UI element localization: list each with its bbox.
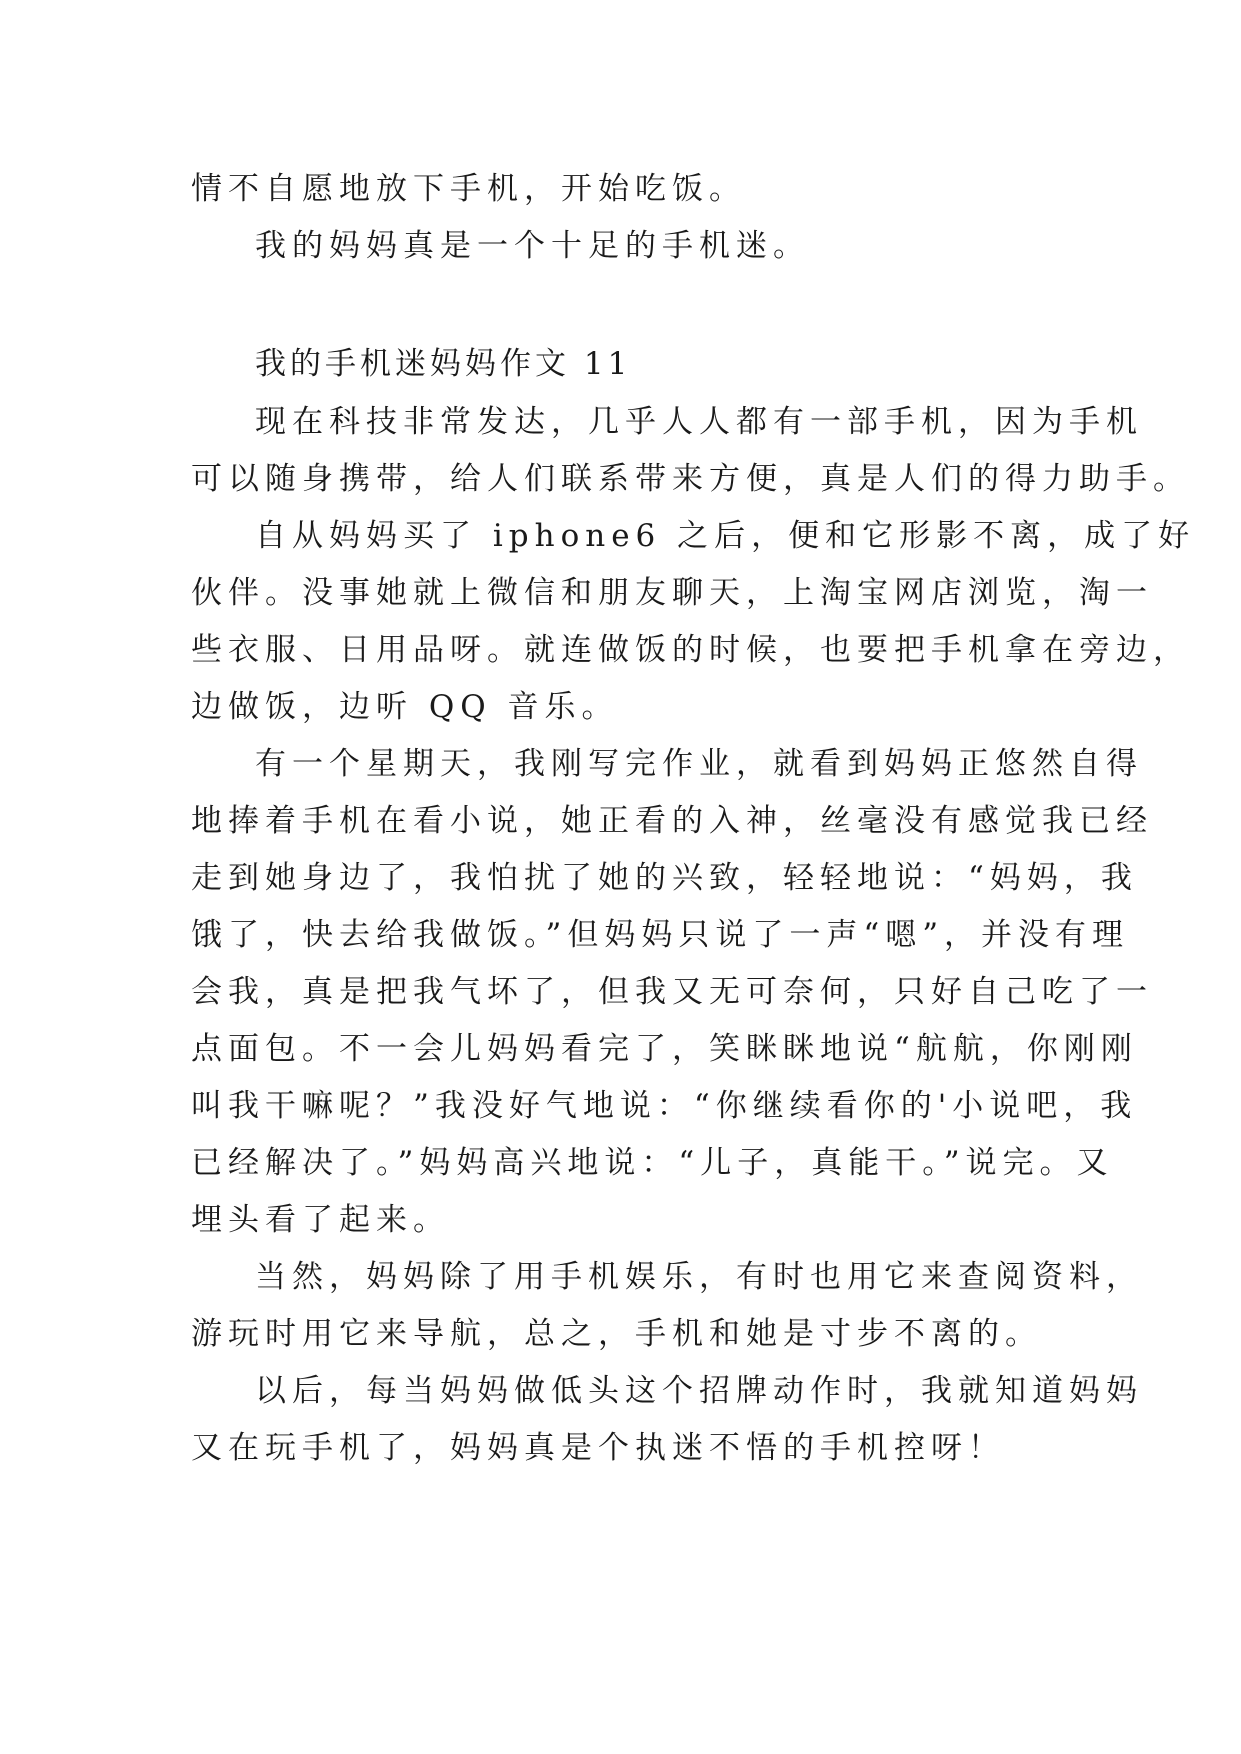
text-line: 边做饭，边听 QQ 音乐。 — [191, 689, 619, 725]
text-line: 游玩时用它来导航，总之，手机和她是寸步不离的。 — [191, 1316, 1042, 1352]
text-line: 现在科技非常发达，几乎人人都有一部手机，因为手机 — [255, 404, 1143, 440]
text-line: 会我，真是把我气坏了，但我又无可奈何，只好自己吃了一 — [191, 974, 1153, 1010]
text-line: 走到她身边了，我怕扰了她的兴致，轻轻地说：“妈妈，我 — [191, 860, 1138, 896]
section-title: 我的手机迷妈妈作文 11 — [255, 346, 632, 382]
text-line: 情不自愿地放下手机，开始吃饭。 — [191, 171, 746, 207]
text-line: 叫我干嘛呢？”我没好气地说：“你继续看你的'小说吧，我 — [191, 1088, 1138, 1124]
text-line: 我的妈妈真是一个十足的手机迷。 — [255, 228, 810, 264]
text-line: 伙伴。没事她就上微信和朋友聊天，上淘宝网店浏览，淘一 — [191, 575, 1153, 611]
text-line: 当然，妈妈除了用手机娱乐，有时也用它来查阅资料， — [255, 1259, 1143, 1295]
text-line: 饿了，快去给我做饭。”但妈妈只说了一声“嗯”，并没有理 — [191, 917, 1130, 953]
text-line: 埋头看了起来。 — [191, 1202, 450, 1238]
text-line: 可以随身携带，给人们联系带来方便，真是人们的得力助手。 — [191, 461, 1190, 497]
text-line: 自从妈妈买了 iphone6 之后，便和它形影不离，成了好 — [255, 518, 1196, 554]
text-line: 以后，每当妈妈做低头这个招牌动作时，我就知道妈妈 — [255, 1373, 1143, 1409]
text-line: 又在玩手机了，妈妈真是个执迷不悟的手机控呀！ — [191, 1430, 1005, 1466]
text-line: 有一个星期天，我刚写完作业，就看到妈妈正悠然自得 — [255, 746, 1143, 782]
text-line: 已经解决了。”妈妈高兴地说：“儿子，真能干。”说完。又 — [191, 1145, 1114, 1181]
text-line: 些衣服、日用品呀。就连做饭的时候，也要把手机拿在旁边， — [191, 632, 1190, 668]
text-line: 点面包。不一会儿妈妈看完了，笑眯眯地说“航航，你刚刚 — [191, 1031, 1138, 1067]
text-line: 地捧着手机在看小说，她正看的入神，丝毫没有感觉我已经 — [191, 803, 1153, 839]
